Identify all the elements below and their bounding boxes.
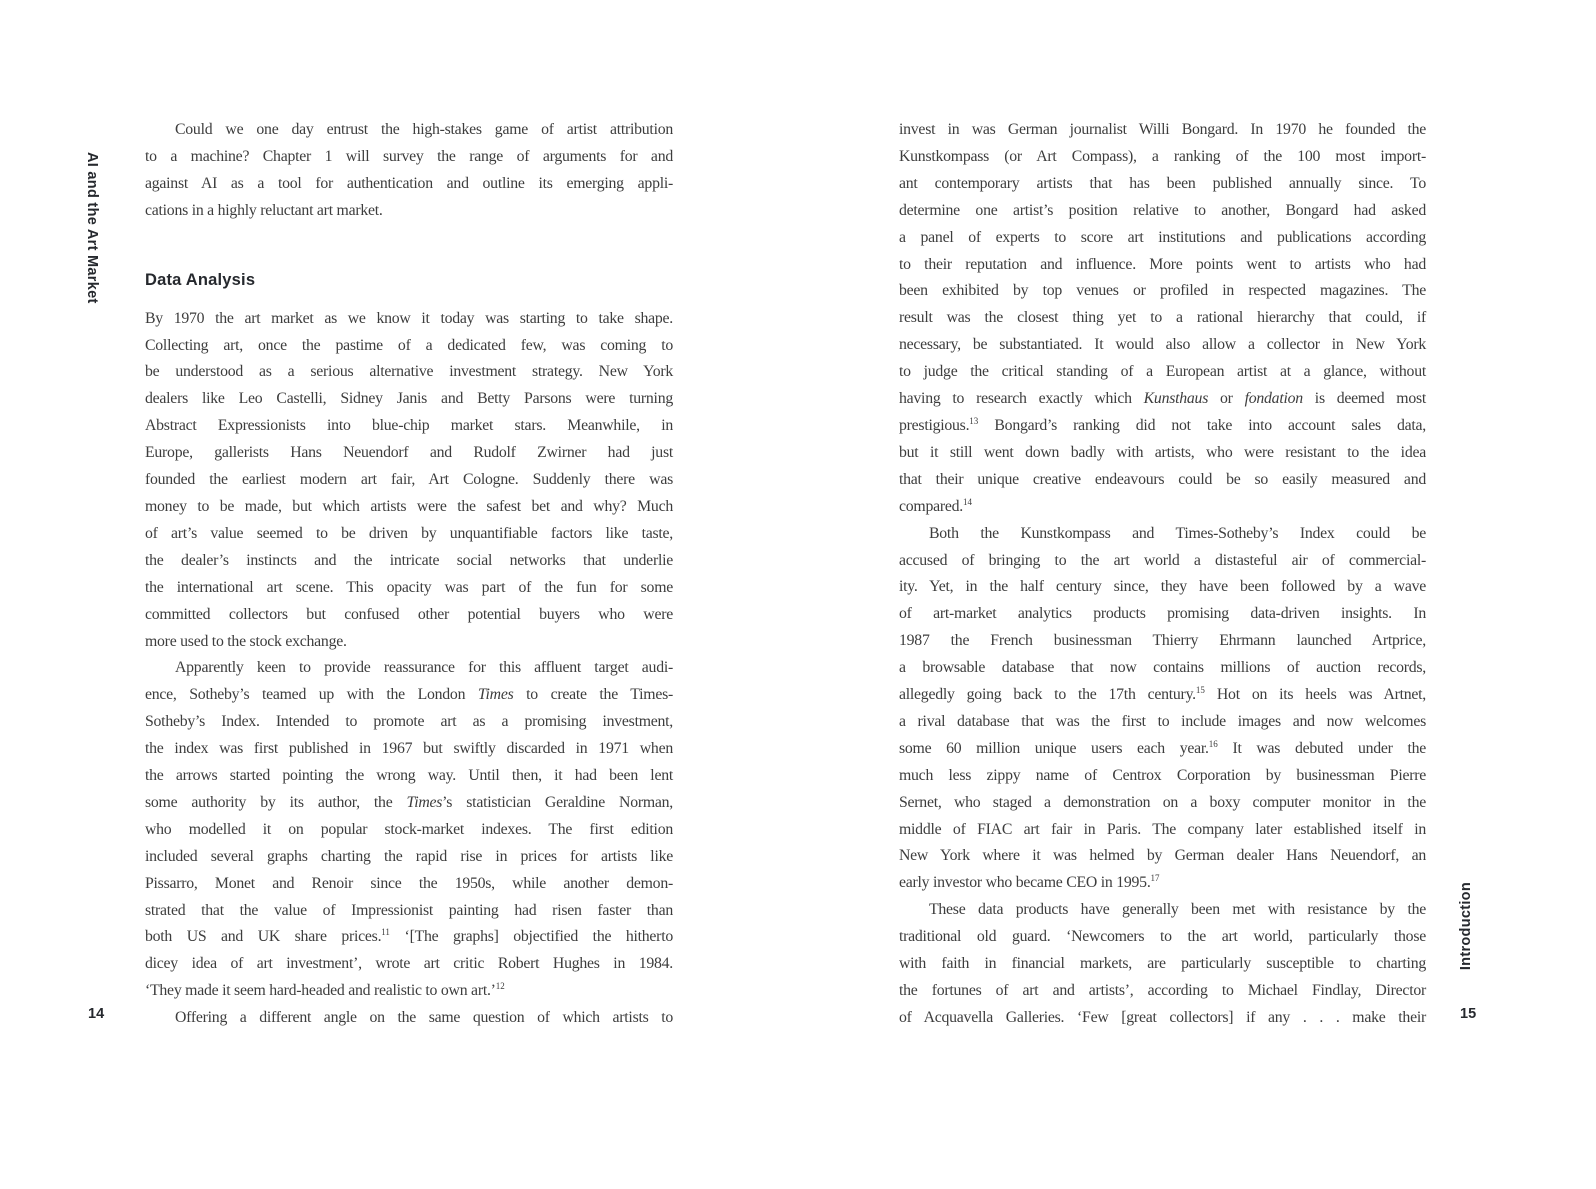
paragraph xyxy=(145,1005,673,1032)
text-line: traditional old guard. ‘Newcomers to the art world, particularly those xyxy=(899,928,1426,946)
text-line: invest in was German journalist Willi Bongard. In 1970 he founded the xyxy=(899,121,1426,138)
footnote-marker: 14 xyxy=(962,496,972,507)
footnote-marker: 15 xyxy=(1195,685,1205,696)
text-line: Abstract Expressionists into blue-chip market stars. Meanwhile, in xyxy=(145,417,673,435)
text-line: who modelled it on popular stock-market indexes. The first edition xyxy=(145,820,673,838)
text-line: dicey idea of art investment’, wrote art critic Robert Hughes in 1984. xyxy=(145,955,673,973)
paragraph xyxy=(899,897,1426,1032)
text-line: Europe, gallerists Hans Neuendorf and Rudolf Zwirner had just xyxy=(145,444,673,462)
text-line: of art-market analytics products promising data-driven insights. In xyxy=(899,605,1426,623)
text-line: included several graphs charting the rapid rise in prices for artists like xyxy=(145,847,673,865)
running-head-left: AI and the Art Market xyxy=(84,152,100,304)
text-line: allegedly going back to the 17th century.$^{15}$ Hot on its heels was Artnet, xyxy=(899,685,1426,704)
text-line: that their unique creative endeavours could be so easily measured and xyxy=(899,470,1426,488)
text-line: a rival database that was the first to include images and now welcomes xyxy=(899,712,1426,730)
text-line: These data products have generally been met with resistance by the xyxy=(929,901,1426,919)
text-line: Sernet, who staged a demonstration on a boxy computer monitor in the xyxy=(899,793,1426,811)
paragraph xyxy=(145,117,673,225)
text-line: Collecting art, once the pastime of a dedicated few, was coming to xyxy=(145,336,673,354)
text-line: Apparently keen to provide reassurance for this affluent target audi- xyxy=(175,659,673,677)
text-line: Pissarro, Monet and Renoir since the 1950s, while another demon- xyxy=(145,874,673,892)
text-line: the arrows started pointing the wrong way. Until then, it had been lent xyxy=(145,767,673,785)
text-line: a panel of experts to score art institutions and publications according xyxy=(899,228,1426,246)
text-line: result was the closest thing yet to a rational hierarchy that could, if xyxy=(899,309,1426,327)
text-line: determine one artist’s position relative to another, Bongard had asked xyxy=(899,201,1426,219)
text-line: ant contemporary artists that has been published annually since. To xyxy=(899,174,1426,192)
text-line: 1987 the French businessman Thierry Ehrmann launched Artprice, xyxy=(899,632,1426,650)
text-line: of Acquavella Galleries. ‘Few [great collectors] if any . . . make their xyxy=(899,1008,1426,1026)
text-line: New York where it was helmed by German dealer Hans Neuendorf, an xyxy=(899,847,1426,865)
text-line: Offering a different angle on the same question of which artists to xyxy=(175,1009,673,1027)
footnote-marker: 17 xyxy=(1150,873,1160,884)
text-line: ence, Sotheby’s teamed up with the London Times to create the Times- xyxy=(145,686,673,704)
text-line: be understood as a serious alternative investment strategy. New York xyxy=(145,363,673,381)
text-line: some authority by its author, the Times’s statistician Geraldine Norman, xyxy=(145,793,673,811)
text-line: money to be made, but which artists were the safest bet and why? Much xyxy=(145,497,673,515)
text-line: necessary, be substantiated. It would also allow a collector in New York xyxy=(899,336,1426,354)
text-line: the index was first published in 1967 but swiftly discarded in 1971 when xyxy=(145,740,673,758)
text-line: early investor who became CEO in 1995.17 xyxy=(899,873,1160,892)
text-line: cations in a highly reluctant art market. xyxy=(145,201,383,219)
text-line: with faith in financial markets, are particularly susceptible to charting xyxy=(899,955,1426,973)
paragraph xyxy=(145,306,673,656)
text-line: committed collectors but confused other potential buyers who were xyxy=(145,605,673,623)
text-line: the international art scene. This opacity was part of the fun for some xyxy=(145,578,673,596)
text-line: founded the earliest modern art fair, Art Cologne. Suddenly there was xyxy=(145,471,673,489)
text-line: of art’s value seemed to be driven by unquantifiable factors like taste, xyxy=(145,524,673,542)
paragraph xyxy=(899,117,1426,521)
footnote-marker: 16 xyxy=(1208,738,1218,749)
footnote-marker: 13 xyxy=(969,415,979,426)
text-line: Both the Kunstkompass and Times-Sotheby’s Index could be xyxy=(929,524,1426,542)
text-line: more used to the stock exchange. xyxy=(145,632,347,650)
paragraph xyxy=(145,655,673,1005)
text-line: having to research exactly which Kunsthaus or fondation is deemed most xyxy=(899,390,1426,408)
text-line: prestigious.$^{13}$ Bongard’s ranking did not take into account sales data, xyxy=(899,415,1426,434)
text-line: Sotheby’s Index. Intended to promote art as a promising investment, xyxy=(145,713,673,731)
text-line: to their reputation and influence. More points went to artists who had xyxy=(899,255,1426,273)
footnote-marker: 12 xyxy=(495,981,505,992)
text-line: ity. Yet, in the half century since, they have been followed by a wave xyxy=(899,578,1426,596)
text-line: some 60 million unique users each year.$^{16}$ It was debuted under the xyxy=(899,738,1426,757)
running-head-right: Introduction xyxy=(1458,882,1474,971)
text-line: to judge the critical standing of a European artist at a glance, without xyxy=(899,363,1426,381)
text-line: middle of FIAC art fair in Paris. The company later established itself in xyxy=(899,820,1426,838)
page-number-right: 15 xyxy=(1460,1006,1477,1022)
text-line: much less zippy name of Centrox Corporation by businessman Pierre xyxy=(899,766,1426,784)
section-heading: Data Analysis xyxy=(145,270,256,289)
text-line: been exhibited by top venues or profiled in respected magazines. The xyxy=(899,282,1426,300)
text-line: the dealer’s instincts and the intricate social networks that underlie xyxy=(145,551,673,569)
text-line: a browsable database that now contains millions of auction records, xyxy=(899,659,1426,677)
right-page-text-column xyxy=(899,117,1426,1032)
text-line: accused of bringing to the art world a distasteful air of commercial- xyxy=(899,551,1426,569)
text-line: compared.$^{14}$ xyxy=(899,496,972,515)
text-line: By 1970 the art market as we know it today was starting to take shape. xyxy=(145,309,673,327)
footnote-marker: 11 xyxy=(381,927,390,938)
text-line: strated that the value of Impressionist painting had risen faster than xyxy=(145,901,673,919)
paragraph xyxy=(899,521,1426,898)
text-line: but it still went down badly with artists, who were resistant to the idea xyxy=(899,443,1426,461)
text-line: Kunstkompass (or Art Compass), a ranking of the 100 most import- xyxy=(899,147,1426,165)
text-line: ‘They made it seem hard-headed and realistic to own art.’$^{12}$ xyxy=(145,981,505,1000)
text-line: both US and UK share prices.$^{11}$ ‘[The graphs] objectified the hitherto xyxy=(145,927,673,946)
left-page-text-column xyxy=(145,117,673,1032)
page-number-left: 14 xyxy=(88,1006,105,1022)
text-line: Could we one day entrust the high-stakes game of artist attribution xyxy=(175,121,673,138)
text-line: against AI as a tool for authentication and outline its emerging appli- xyxy=(145,174,673,192)
text-line: to a machine? Chapter 1 will survey the range of arguments for and xyxy=(145,147,673,165)
text-line: dealers like Leo Castelli, Sidney Janis and Betty Parsons were turning xyxy=(145,390,673,408)
text-line: the fortunes of art and artists’, according to Michael Findlay, Director xyxy=(899,982,1426,999)
